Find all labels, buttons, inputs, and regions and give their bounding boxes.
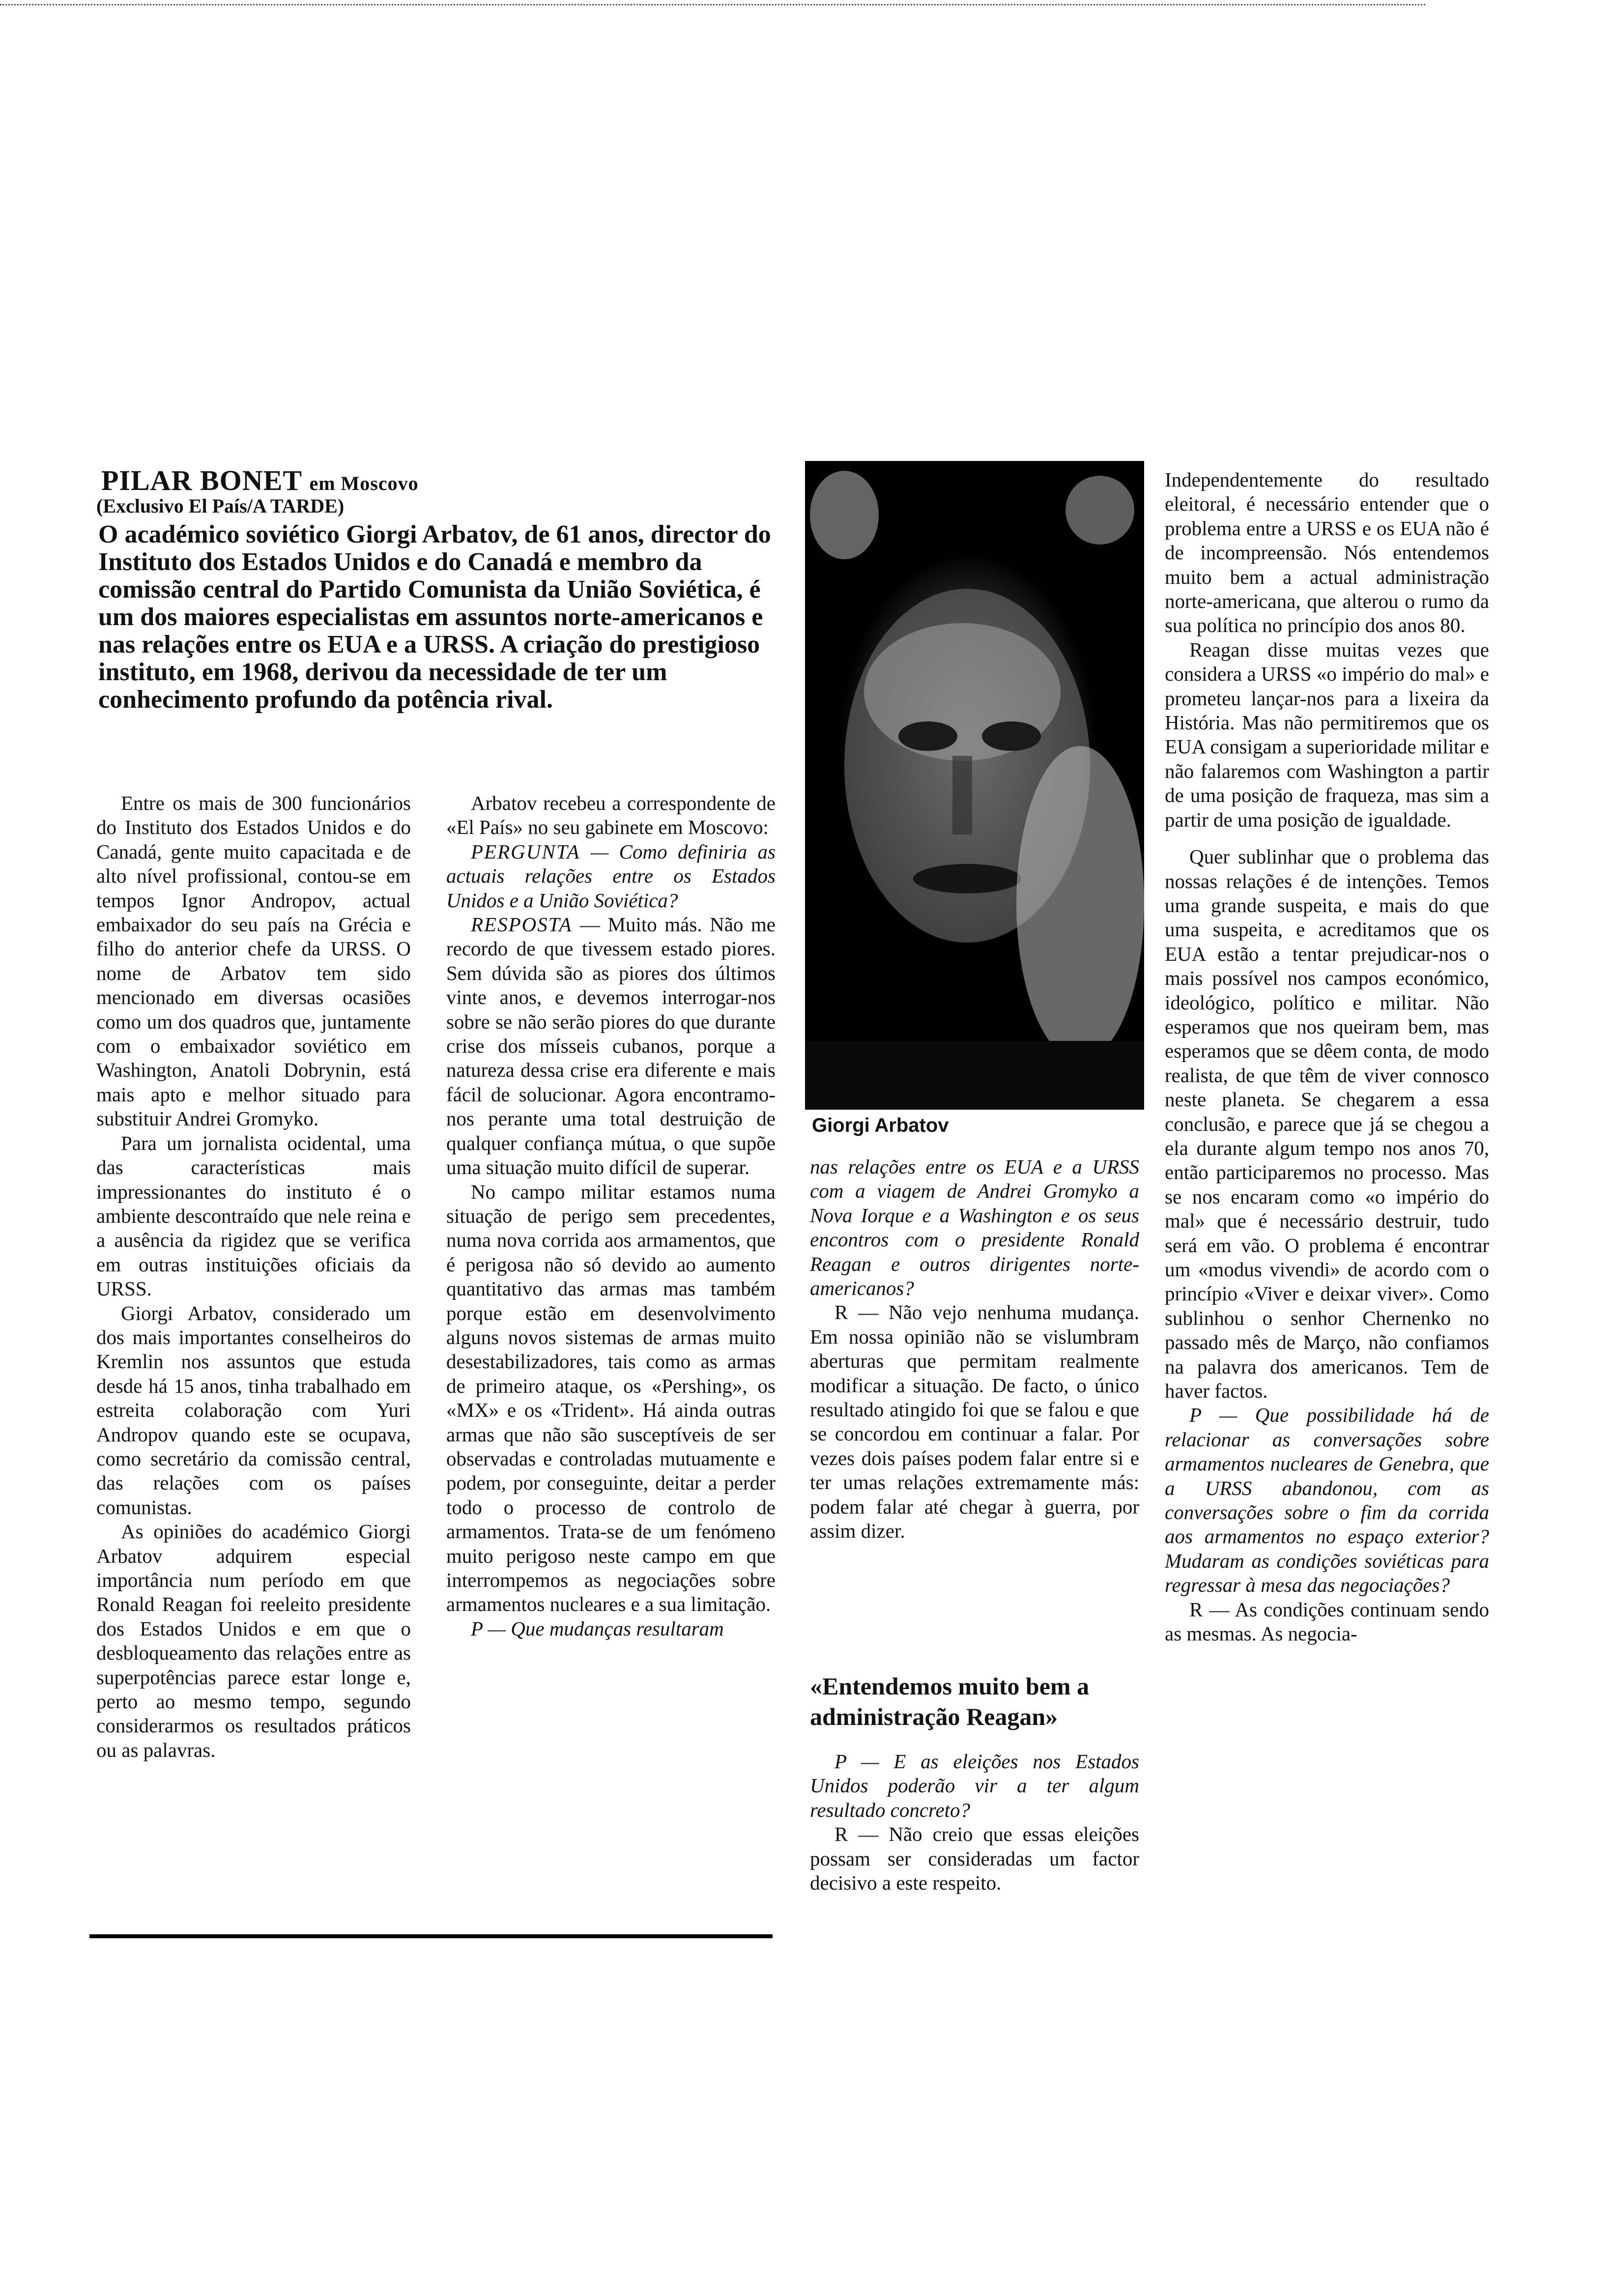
paragraph: Independentemente do resultado eleitoral, é necessário entender que o problema entre a URSS e os EUA não é de incompreensão. Nós entendemos muito bem a actual administração norte-americana, que alterou o rumo da sua política no princípio dos anos 80.: [1165, 468, 1489, 637]
question-2-continued: nas relações entre os EUA e a URSS com a viagem de Andrei Gromyko a Nova Iorque e a Washington e os seus encontros com o presidente Ronald Reagan e outros dirigentes norte-americanos?: [810, 1155, 1139, 1300]
article-column-3: [810, 1155, 1139, 1544]
answer-label: RESPOSTA: [471, 913, 573, 936]
question-text: — Como definiria as actuais relações entre os Estados Unidos e a União Soviética?: [446, 840, 776, 912]
paragraph: As opiniões do académico Giorgi Arbatov adquirem especial importância num período em que Ronald Reagan foi reeleito presidente dos Estados Unidos e em que o desbloqueamento das relações entre as superpotências parece estar longe e, perto ao mesmo tempo, segundo considerarmos os resultados práticos ou as palavras.: [96, 1520, 411, 1761]
answer-text: — Muito más. Não me recordo de que tivessem estado piores. Sem dúvida são as piores dos últimos vinte anos, e devemos interrogar-nos sobre se não serão piores do que durante crise dos mísseis cubanos, porque a natureza dessa crise era diferente e mais fácil de solucionar. Agora encontramo-nos perante uma total destruição de qualquer confiança mútua, o que supõe uma situação muito difícil de superar.: [446, 913, 776, 1179]
question-3: P — E as eleições nos Estados Unidos poderão vir a ter algum resultado concreto?: [810, 1750, 1139, 1821]
answer-2: R — Não vejo nenhuma mudança. Em nossa opinião não se vislumbram aberturas que permitam realmente modificar a situação. De facto, o único resultado atingido foi que se falou e que se concordou em continuar a falar. Por vezes dois países podem falar entre si e ter umas relações extremamente más: podem falar até chegar à guerra, por assim dizer.: [810, 1301, 1139, 1543]
byline: [101, 464, 419, 497]
paragraph: Quer sublinhar que o problema das nossas relações é de intenções. Temos uma grande suspeita, e mais do que uma suspeita, e acreditamos que os EUA estão a tentar prejudicar-nos o mais possível nos campos económico, ideológico, político e militar. Não esperamos que nos queiram bem, mas esperamos que se dêem conta, de modo realista, de que têm de viver connosco neste planeta. Se chegarem a essa conclusão, e parece que já se chegou a ela durante algum tempo nos anos 70, então participaremos no processo. Mas se nos encaram como «o império do mal» que é necessário destruir, tudo será em vão. O problema é encontrar um «modus vivendi» de acordo com o princípio «Viver e deixar viver». Como sublinhou o senhor Chernenko no passado mês de Março, não confiamos na palavra dos americanos. Tem de haver factos.: [1165, 845, 1489, 1403]
question-2-start: P — Que mudanças resultaram: [471, 1617, 724, 1640]
answer-3: R — Não creio que essas eleições possam ser consideradas um factor decisivo a este respeito.: [810, 1823, 1139, 1894]
paragraph: No campo militar estamos numa situação de perigo sem precedentes, numa nova corrida aos armamentos, que é perigosa não só devido ao aumento quantitativo das armas mas também porque estão em desenvolvimento alguns novos sistemas de armas muito desestabilizadores, tais como as armas de primeiro ataque, os «Pershing», os «MX» e os «Trident». Há ainda outras armas que não são susceptíveis de ser observadas e controladas mutuamente e podem, por conseguinte, deitar a perder todo o processo de controlo de armamentos. Trata-se de um fenómeno muito perigoso neste campo em que interrompemos as negociações sobre armamentos nucleares e a sua limitação.: [446, 1180, 776, 1616]
source-credit: (Exclusivo El País/A TARDE): [96, 495, 345, 517]
portrait-image: [805, 461, 1144, 1110]
lead-paragraph: O académico soviético Giorgi Arbatov, de 61 anos, director do Instituto dos Estados Unidos e do Canadá e membro da comissão central do Partido Comunista da União Soviética, é um dos maiores especialistas em assuntos norte-americanos e nas relações entre os EUA e a URSS. A criação do prestigioso instituto, em 1968, derivou da necessidade de ter um conhecimento profundo da potência rival.: [98, 520, 771, 714]
column-bottom-rule: [89, 1934, 773, 1938]
paragraph: Arbatov recebeu a correspondente de «El País» no seu gabinete em Moscovo:: [446, 792, 776, 839]
paragraph: Reagan disse muitas vezes que considera a URSS «o império do mal» e prometeu lançar-nos para a lixeira da História. Mas não permitiremos que os EUA consigam a superioridade militar e não falaremos com Washington a partir de uma posição de fraqueza, mas sim a partir de uma posição de igualdade.: [1165, 638, 1489, 831]
answer-4: R — As condições continuam sendo as mesmas. As negocia-: [1165, 1598, 1489, 1645]
article-column-3-lower: [810, 1750, 1139, 1895]
question-1: [446, 840, 776, 913]
question-4: P — Que possibilidade há de relacionar as conversações sobre armamentos nucleares de Genebra, que a URSS abandonou, com as conversações sobre o fim da corrida aos armamentos no espaço exterior? Mudaram as condições soviéticas para regressar à mesa das negociações?: [1165, 1404, 1489, 1597]
article-column-2: [446, 791, 776, 1641]
paragraph: Para um jornalista ocidental, uma das características mais impressionantes do instituto é o ambiente descontraído que nele reina e a ausência da rigidez que se verifica em outras instituições oficiais da URSS.: [96, 1131, 411, 1300]
paragraph: Giorgi Arbatov, considerado um dos mais importantes conselheiros do Kremlin nos assuntos que estuda desde há 15 anos, tinha trabalhado em estreita colaboração com Yuri Andropov quando este se ocupava, como secretário da comissão central, das relações com os países comunistas.: [96, 1301, 411, 1519]
article-column-1: [96, 791, 411, 1762]
question-label: PERGUNTA: [471, 840, 580, 863]
author-name: PILAR BONET: [101, 464, 302, 496]
paragraph: Entre os mais de 300 funcionários do Instituto dos Estados Unidos e do Canadá, gente muito capacitada e de alto nível profissional, contou-se em tempos Ignor Andropov, actual embaixador do seu país na Grécia e filho do anterior chefe da URSS. O nome de Arbatov tem sido mencionado em diversas ocasiões como um dos quadros que, juntamente com o embaixador soviético em Washington, Anatoli Dobrynin, está mais apto e melhor situado para substituir Andrei Gromyko.: [96, 792, 411, 1130]
article-column-4: [1165, 468, 1489, 1646]
portrait-photo: [805, 461, 1144, 1110]
dateline-place: em Moscovo: [309, 472, 419, 494]
scan-border-line: [0, 4, 1425, 5]
photo-caption: Giorgi Arbatov: [812, 1115, 949, 1136]
answer-1: [446, 913, 776, 1179]
section-subhead: «Entendemos muito bem a administração Reagan»: [810, 1672, 1090, 1730]
